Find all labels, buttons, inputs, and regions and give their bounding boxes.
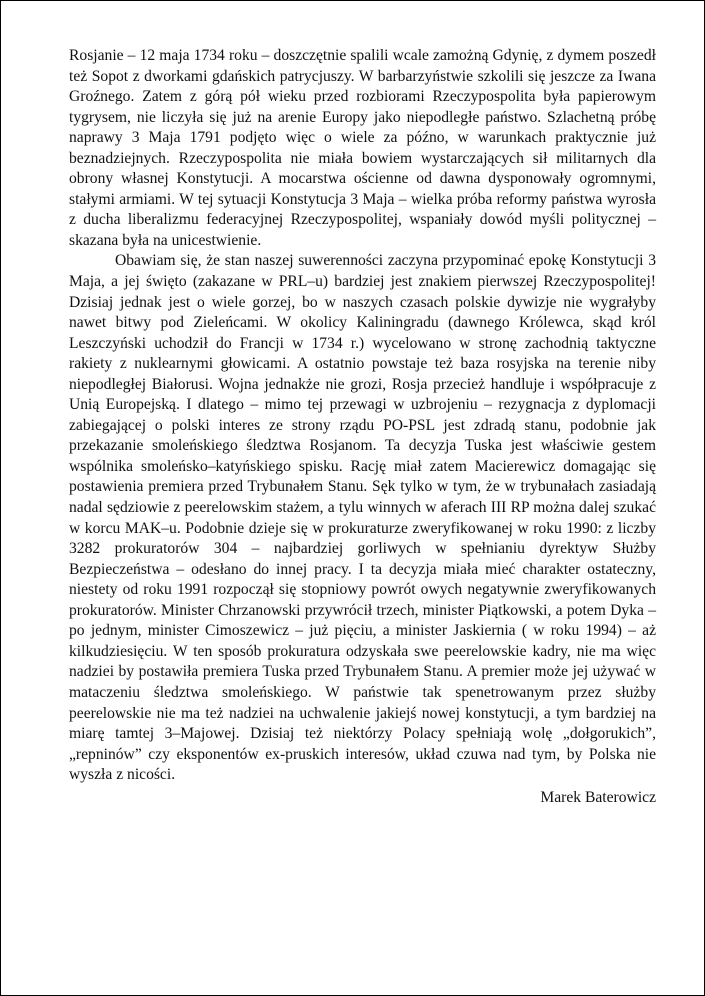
paragraph-2: Obawiam się, że stan naszej suwerenności zaczyna przypominać epokę Konstytucji 3 Maja, a jej święto (zakazane w PRL–u) bardziej jest znakiem pierwszej Rzeczypospolitej! Dzisiaj jednak jest o wiele gorzej, bo w naszych czasach polskie dywizje nie wygrałyby nawet bitwy pod Zieleńcami. W okolicy Kaliningradu (dawnego Królewca, skąd król Leszczyński uchodził do Francji w 1734 r.) wycelowano w stronę zachodnią taktyczne rakiety z nuklearnymi głowicami. A ostatnio powstaje też baza rosyjska na terenie niby niepodległej Białorusi. Wojna jednakże nie grozi, Rosja przecież handluje i współpracuje z Unią Europejską. I dlatego – mimo tej przewagi w uzbrojeniu – rezygnacja z dyplomacji zabiegającej o polski interes ze strony rządu PO-PSL jest zdradą stanu, podobnie jak przekazanie smoleńskiego śledztwa Rosjanom. Ta decyzja Tuska jest właściwie gestem wspólnika smoleńsko–katyńskiego spisku. Rację miał zatem Macierewicz domagając się postawienia premiera przed Trybunałem Stanu. Sęk tylko w tym, że w trybunałach zasiadają nadal sędziowie z peerelowskim stażem, a tylu winnych w aferach III RP można dalej szukać w korcu MAK–u. Podobnie dzieje się w prokuraturze zweryfikowanej w roku 1990: z liczby 3282 prokuratorów 304 – najbardziej gorliwych w spełnianiu dyrektyw Służby Bezpieczeństwa – odesłano do innej pracy. I ta decyzja miała mieć charakter ostateczny, niestety od roku 1991 rozpoczął się stopniowy powrót owych negatywnie zweryfikowanych prokuratorów. Minister Chrzanowski przywrócił trzech, minister Piątkowski, a potem Dyka – po jednym, minister Cimoszewicz – już pięciu, a minister Jaskiernia ( w roku 1994) – aż kilkudziesięciu. W ten sposób prokuratura odzyskała swe peerelowskie kadry, nie ma więc nadziei by postawiła premiera Tuska przed Trybunałem Stanu. A premier może jej używać w mataczeniu śledztwa smoleńskiego. W państwie tak spenetrowanym przez służby peerelowskie nie ma też nadziei na uchwalenie jakiejś nowej konstytucji, a tym bardziej na miarę tamtej 3–Majowej. Dzisiaj też niektórzy Polacy spełniają wolę „dołgorukich”, „repninów” czy eksponentów ex-pruskich interesów, układ czuwa nad tym, by Polska nie wyszła z nicości. [69, 252, 656, 784]
paragraph-1: Rosjanie – 12 maja 1734 roku – doszczętnie spalili wcale zamożną Gdynię, z dymem poszedł też Sopot z dworkami gdańskich patrycjuszy. W barbarzyństwie szkolili się jeszcze za Iwana Groźnego. Zatem z górą pół wieku przed rozbiorami Rzeczypospolita była papierowym tygrysem, nie liczyła się już na arenie Europy jako niepodległe państwo. Szlachetną próbę naprawy 3 Maja 1791 podjęto więc o wiele za późno, w warunkach praktycznie już beznadziejnych. Rzeczypospolita nie miała bowiem wystarczających sił militarnych dla obrony własnej Konstytucji. A mocarstwa ościenne od dawna dysponowały ogromnymi, stałymi armiami. W tej sytuacji Konstytucja 3 Maja – wielka próba reformy państwa wyrosła z ducha liberalizmu federacyjnej Rzeczypospolitej, wspaniały dowód myśli politycznej – skazana była na unicestwienie. [69, 47, 656, 249]
author-signature: Marek Baterowicz [540, 788, 656, 806]
article-body [69, 46, 656, 808]
